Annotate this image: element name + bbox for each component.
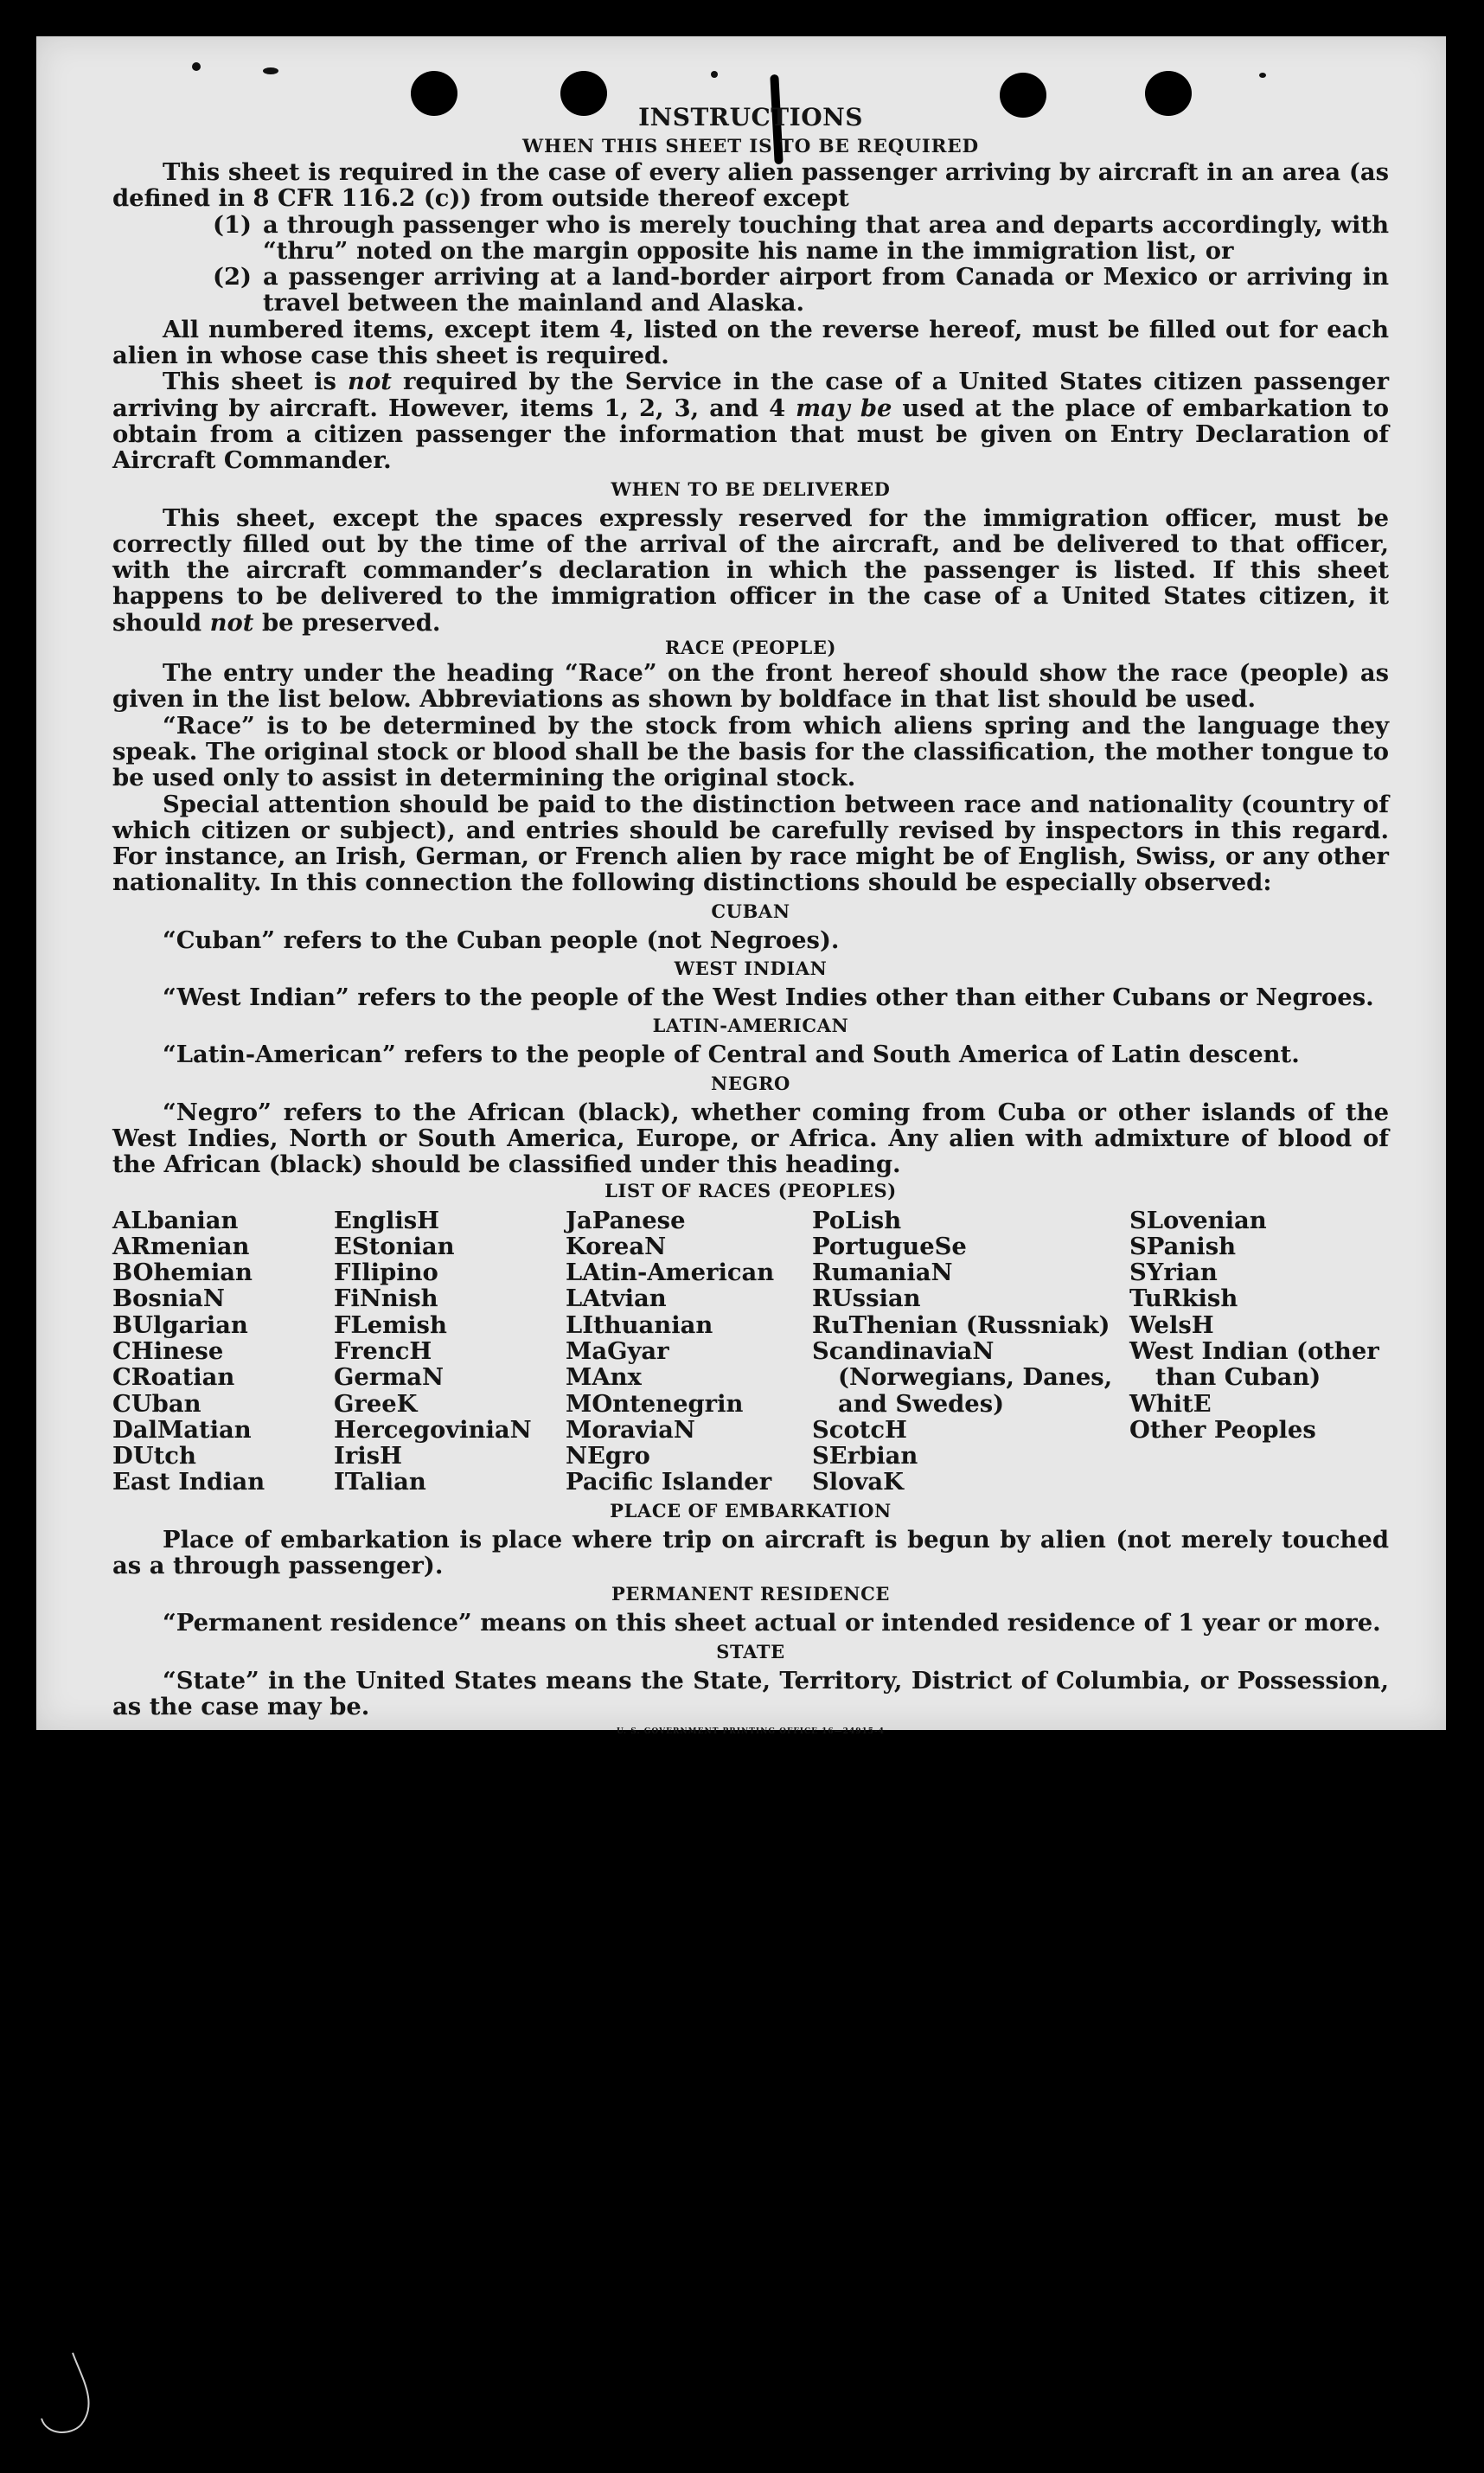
- list-item: West Indian (other than Cuban): [1129, 1336, 1379, 1392]
- list-item: FIlipino: [334, 1259, 438, 1287]
- list-item: WhitE: [1129, 1389, 1212, 1418]
- list-item: SErbian: [812, 1442, 918, 1470]
- list-item: Other Peoples: [1129, 1415, 1316, 1444]
- list-item: CUban: [112, 1389, 201, 1418]
- paragraph: This sheet is required in the case of every alien passenger arriving by aircraft in an area (as defined in 8 CFR 116.2 (c)) from outside thereof except: [112, 158, 1389, 213]
- paragraph: “Latin-American” refers to the people of Central and South America of Latin descent.: [163, 1041, 1300, 1069]
- list-item: BosniaN: [112, 1285, 225, 1313]
- section-heading: CUBAN: [711, 900, 790, 922]
- list-item: DalMatian: [112, 1415, 252, 1444]
- list-item: FiNnish: [334, 1285, 438, 1313]
- list-item: PoLish: [812, 1206, 902, 1234]
- paragraph: “Race” is to be determined by the stock from which aliens spring and the language they speak. The original stock or blood shall be the basis for the classification, the mother tongue to be used only to assist in determining the original stock.: [112, 711, 1389, 792]
- list-item: CRoatian: [112, 1363, 235, 1392]
- list-item: LAtvian: [566, 1285, 667, 1313]
- paragraph: Special attention should be paid to the distinction between race and nationality (country of which citizen or subject), and entries should be carefully revised by inspectors in this regard. For instance, an Irish, German, or French alien by race might be of English, Swiss, or any other nationality. In this connection the following distinctions should be especially observed:: [112, 790, 1389, 897]
- list-item: MAnx: [566, 1363, 642, 1392]
- paragraph: “West Indian” refers to the people of the West Indies other than either Cubans or Negroes.: [163, 983, 1374, 1012]
- list-item: SPanish: [1129, 1232, 1237, 1260]
- section-heading: PLACE OF EMBARKATION: [610, 1499, 892, 1522]
- list-item: ARmenian: [112, 1232, 250, 1260]
- ink-speck: [263, 67, 278, 74]
- section-heading: NEGRO: [711, 1072, 790, 1094]
- ink-speck: [711, 71, 718, 78]
- list-item: HercegoviniaN: [334, 1415, 532, 1444]
- list-item: RumaniaN: [812, 1259, 953, 1287]
- list-item: BUlgarian: [112, 1310, 248, 1339]
- race-column: [112, 1208, 334, 1496]
- paragraph: The entry under the heading “Race” on the front hereof should show the race (people) as given in the list below. Abbreviations as shown by boldface in that list should be used.: [112, 659, 1389, 714]
- paragraph: This sheet is not required by the Service in the case of a United States citizen passenger arriving by aircraft. However, items 1, 2, 3, and 4 may be used at the place of embarkation to obtain from a citizen passenger the information that must be given on Entry Declaration of Aircraft Commander.: [112, 368, 1389, 475]
- list-item: MOntenegrin: [566, 1389, 744, 1418]
- paragraph: Place of embarkation is place where trip on aircraft is begun by alien (not merely touched as a through passenger).: [112, 1525, 1389, 1580]
- paragraph: “State” in the United States means the State, Territory, District of Columbia, or Possession, as the case may be.: [112, 1666, 1389, 1720]
- list-item: CHinese: [112, 1336, 224, 1365]
- list-item: NEgro: [566, 1442, 650, 1470]
- section-heading: WHEN THIS SHEET IS TO BE REQUIRED: [522, 136, 979, 157]
- race-column: [334, 1208, 566, 1496]
- list-item: JaPanese: [566, 1206, 686, 1234]
- paragraph: All numbered items, except item 4, listed on the reverse hereof, must be filled out for each alien in whose case this sheet is required.: [112, 315, 1389, 370]
- section-heading: WHEN TO BE DELIVERED: [611, 477, 891, 500]
- list-item: WelsH: [1129, 1310, 1214, 1339]
- paragraph: “Cuban” refers to the Cuban people (not Negroes).: [163, 926, 840, 954]
- list-item: GreeK: [334, 1389, 418, 1418]
- race-column: [566, 1208, 812, 1496]
- document-page: [36, 36, 1446, 1737]
- paragraph: “Permanent residence” means on this sheet actual or intended residence of 1 year or more.: [163, 1609, 1381, 1637]
- paragraph: This sheet, except the spaces expressly reserved for the immigration officer, must be correctly filled out by the time of the arrival of the aircraft, and be delivered to that officer, with the aircraft commander’s declaration in which the passenger is listed. If this sheet happens to be delivered to the immigration officer in the case of a United States citizen, it should not be preserved.: [112, 503, 1389, 637]
- race-list: [112, 1208, 1389, 1496]
- margin-mark: [38, 2351, 99, 2438]
- list-item: SLovenian: [1129, 1206, 1267, 1234]
- list-item: (2) a passenger arriving at a land-border airport from Canada or Mexico or arriving in travel between the mainland and Alaska.: [213, 263, 1389, 317]
- list-item: East Indian: [112, 1468, 265, 1496]
- section-heading: LIST OF RACES (PEOPLES): [604, 1179, 897, 1201]
- paragraph: “Negro” refers to the African (black), whether coming from Cuba or other islands of the West Indies, North or South America, Europe, or Africa. Any alien with admixture of blood of the African (black) should be classified under this heading.: [112, 1098, 1389, 1179]
- page-title: INSTRUCTIONS: [638, 103, 863, 131]
- race-column: [1129, 1208, 1389, 1496]
- list-item: ITalian: [334, 1468, 426, 1496]
- list-item: RUssian: [812, 1285, 921, 1313]
- ink-speck: [1259, 73, 1266, 78]
- printer-imprint: U. S. GOVERNMENT PRINTING OFFICE 16—24915-4: [617, 1727, 885, 1737]
- list-item: FrencH: [334, 1336, 432, 1365]
- race-column: [812, 1208, 1129, 1496]
- ink-speck: [192, 62, 201, 71]
- list-item: KoreaN: [566, 1232, 667, 1260]
- section-heading: RACE (PEOPLE): [664, 637, 837, 659]
- list-item: ScotcH: [812, 1415, 907, 1444]
- list-item: EStonian: [334, 1232, 455, 1260]
- list-item: FLemish: [334, 1310, 447, 1339]
- list-item: EnglisH: [334, 1206, 440, 1234]
- section-heading: LATIN-AMERICAN: [652, 1015, 849, 1037]
- list-item: IrisH: [334, 1442, 402, 1470]
- list-item: Pacific Islander: [566, 1468, 772, 1496]
- list-item: MoraviaN: [566, 1415, 695, 1444]
- instructions-text: [112, 100, 1389, 1740]
- list-item: TuRkish: [1129, 1285, 1238, 1313]
- list-item: LIthuanian: [566, 1310, 713, 1339]
- list-item: SYrian: [1129, 1259, 1218, 1287]
- list-item: MaGyar: [566, 1336, 669, 1365]
- list-item: RuThenian (Russniak): [812, 1310, 1110, 1339]
- list-item: BOhemian: [112, 1259, 253, 1287]
- list-item: SlovaK: [812, 1468, 904, 1496]
- section-heading: PERMANENT RESIDENCE: [611, 1583, 891, 1605]
- list-item: ALbanian: [112, 1206, 239, 1234]
- list-item: GermaN: [334, 1363, 445, 1392]
- section-heading: WEST INDIAN: [674, 958, 828, 980]
- list-item: ScandinaviaN (Norwegians, Danes, and Swedes): [812, 1336, 1113, 1418]
- list-item: (1) a through passenger who is merely touching that area and departs accordingly, with “thru” noted on the margin opposite his name in the immigration list, or: [213, 210, 1389, 265]
- list-item: DUtch: [112, 1442, 196, 1470]
- list-item: LAtin-American: [566, 1259, 775, 1287]
- section-heading: STATE: [716, 1640, 785, 1663]
- list-item: PortugueSe: [812, 1232, 967, 1260]
